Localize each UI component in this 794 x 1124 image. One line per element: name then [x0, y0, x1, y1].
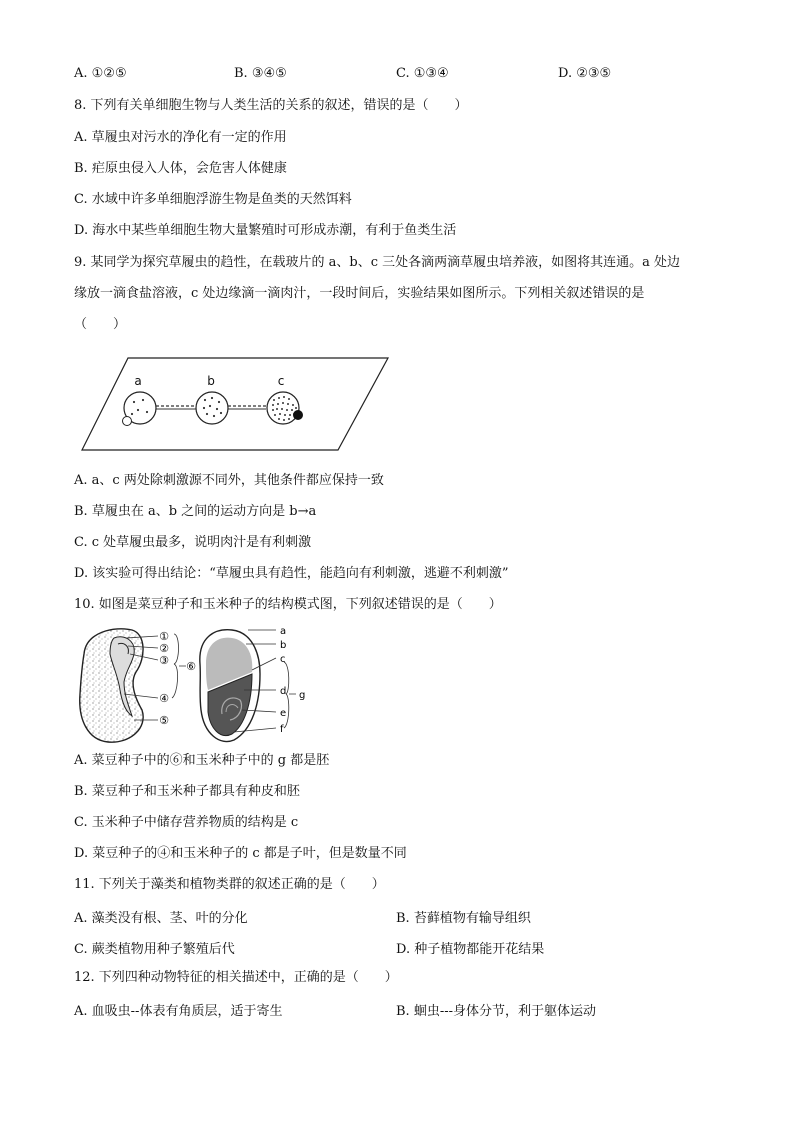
- q7-option-a: A. ①②⑤: [74, 66, 127, 81]
- q11-option-d: D. 种子植物都能开花结果: [396, 942, 545, 957]
- q10-option-b: B. 菜豆种子和玉米种子都具有种皮和胚: [74, 784, 300, 799]
- q11-option-c: C. 蕨类植物用种子繁殖后代: [74, 942, 235, 957]
- q12-option-a: A. 血吸虫--体表有角质层，适于寄生: [74, 1004, 283, 1019]
- drop-b: [196, 392, 228, 424]
- q9-slide-figure: [80, 350, 390, 454]
- drop-c: [267, 392, 299, 424]
- meat-juice-drop: [293, 410, 303, 420]
- q12-stem: 12. 下列四种动物特征的相关描述中，正确的是（ ）: [74, 970, 398, 985]
- q8-option-c: C. 水域中许多单细胞浮游生物是鱼类的天然饵料: [74, 192, 352, 207]
- q9-stem-line3: （ ）: [74, 317, 127, 332]
- q11-option-b: B. 苔藓植物有输导组织: [396, 911, 531, 926]
- bean-label-3: ③: [159, 654, 169, 667]
- drop-label-b: b: [207, 374, 215, 388]
- q10-stem: 10. 如图是菜豆种子和玉米种子的结构模式图，下列叙述错误的是（ ）: [74, 597, 502, 612]
- corn-label-g: g: [299, 690, 306, 701]
- bean-label-6: ⑥: [186, 660, 196, 673]
- q9-option-c: C. c 处草履虫最多，说明肉汁是有利刺激: [74, 535, 312, 550]
- q9-option-a: A. a、c 两处除刺激源不同外，其他条件都应保持一致: [74, 473, 384, 488]
- q10-option-a: A. 菜豆种子中的⑥和玉米种子中的 g 都是胚: [74, 753, 330, 768]
- corn-label-a: a: [280, 626, 287, 637]
- q9-option-d: D. 该实验可得出结论：“草履虫具有趋性，能趋向有利刺激，逃避不利刺激”: [74, 566, 509, 581]
- q7-option-d: D. ②③⑤: [558, 66, 612, 81]
- q7-option-b: B. ③④⑤: [234, 66, 287, 81]
- q7-option-c: C. ①③④: [396, 66, 449, 81]
- q10-option-c: C. 玉米种子中储存营养物质的结构是 c: [74, 815, 299, 830]
- corn-label-f: f: [280, 724, 284, 735]
- q8-stem: 8. 下列有关单细胞生物与人类生活的关系的叙述，错误的是（ ）: [74, 98, 468, 113]
- q8-option-a: A. 草履虫对污水的净化有一定的作用: [74, 130, 287, 145]
- bean-label-2: ②: [159, 642, 169, 655]
- q9-stem-line2: 缘放一滴食盐溶液，c 处边缘滴一滴肉汁，一段时间后，实验结果如图所示。下列相关叙述错误的是: [74, 286, 645, 301]
- corn-label-d: d: [280, 686, 287, 697]
- q10-option-d: D. 菜豆种子的④和玉米种子的 c 都是子叶，但是数量不同: [74, 846, 407, 861]
- drop-label-c: c: [277, 374, 285, 388]
- corn-label-c: c: [280, 654, 286, 665]
- q8-option-b: B. 疟原虫侵入人体，会危害人体健康: [74, 161, 287, 176]
- salt-solution-drop: [123, 417, 132, 426]
- q10-seed-figure: [74, 624, 314, 746]
- q11-stem: 11. 下列关于藻类和植物类群的叙述正确的是（ ）: [74, 877, 385, 892]
- q11-option-a: A. 藻类没有根、茎、叶的分化: [74, 911, 248, 926]
- bean-label-1: ①: [159, 630, 169, 643]
- q9-stem-line1: 9. 某同学为探究草履虫的趋性，在载玻片的 a、b、c 三处各滴两滴草履虫培养液，如图将其连通。a 处边: [74, 255, 681, 270]
- corn-label-e: e: [280, 708, 287, 719]
- q9-option-b: B. 草履虫在 a、b 之间的运动方向是 b→a: [74, 504, 317, 519]
- q12-option-b: B. 蛔虫---身体分节，利于躯体运动: [396, 1004, 596, 1019]
- bean-label-4: ④: [159, 692, 169, 705]
- drop-label-a: a: [134, 374, 142, 388]
- bean-label-5: ⑤: [159, 714, 169, 727]
- corn-label-b: b: [280, 640, 287, 651]
- q8-option-d: D. 海水中某些单细胞生物大量繁殖时可形成赤潮，有利于鱼类生活: [74, 223, 457, 238]
